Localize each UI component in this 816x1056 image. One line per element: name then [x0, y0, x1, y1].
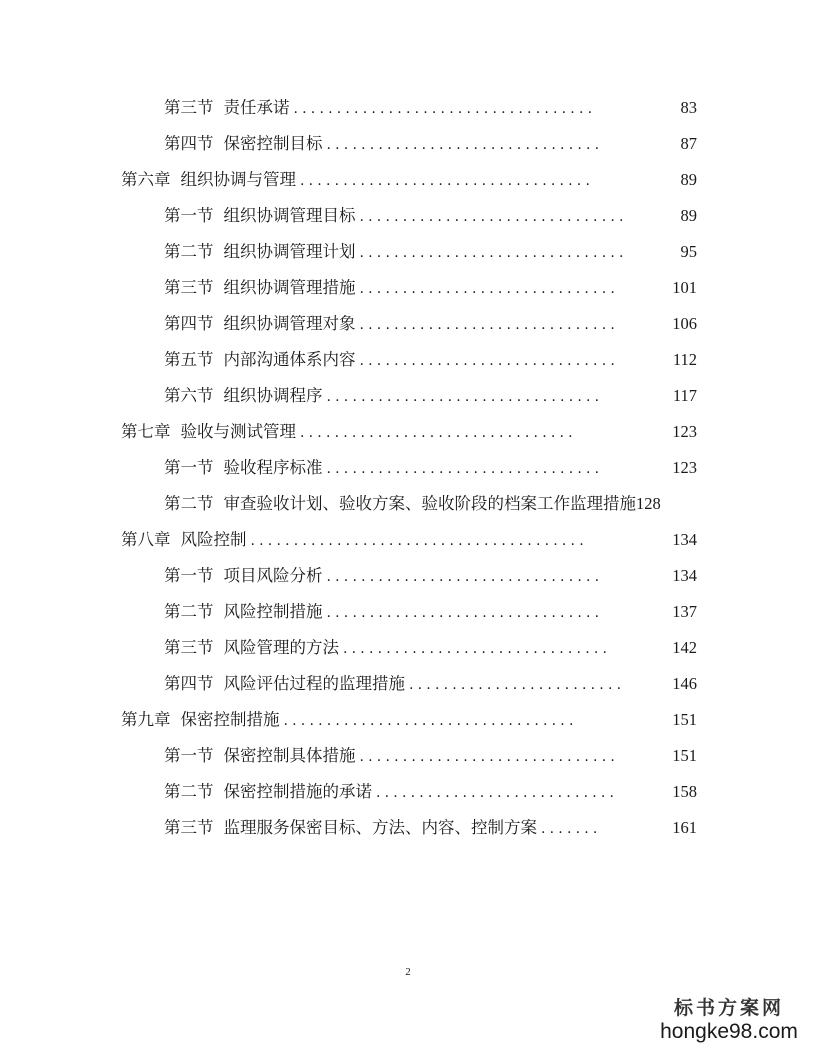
toc-page-number: 134 — [672, 566, 697, 585]
toc-entry-title: 风险控制 — [180, 530, 247, 549]
toc-entry[interactable] — [121, 522, 697, 558]
toc-leader-dots: ............................... — [343, 641, 612, 657]
toc-entry[interactable] — [164, 450, 697, 486]
toc-entry-number: 第一节 — [164, 206, 214, 225]
watermark-url: hongke98.com — [660, 1020, 798, 1043]
toc-entry[interactable] — [164, 270, 697, 306]
toc-entry-title: 组织协调管理计划 — [223, 242, 356, 261]
toc-leader-dots: ................................ — [300, 425, 577, 441]
toc-entry[interactable] — [164, 378, 697, 414]
toc-leader-dots: ....... — [541, 821, 602, 837]
toc-page-number: 117 — [672, 386, 697, 405]
toc-entry[interactable] — [164, 90, 697, 126]
toc-entry-number: 第三节 — [164, 638, 214, 657]
toc-entry-title: 风险管理的方法 — [223, 638, 339, 657]
toc-entry-title: 保密控制措施的承诺 — [223, 782, 372, 801]
toc-entry[interactable] — [164, 666, 697, 702]
toc-leader-dots: .............................. — [359, 749, 620, 765]
toc-page-number: 151 — [672, 710, 697, 729]
toc-page-number: 95 — [680, 242, 697, 261]
toc-entry-number: 第四节 — [164, 134, 214, 153]
toc-leader-dots: .................................. — [300, 173, 595, 189]
toc-entry[interactable] — [164, 558, 697, 594]
toc-page-number: 87 — [680, 134, 697, 153]
toc-entry-number: 第二节 — [164, 242, 214, 261]
toc-leader-dots: ............................... — [359, 245, 628, 261]
toc-page-number: 134 — [672, 530, 697, 549]
toc-page-number: 146 — [672, 674, 697, 693]
page-number: 2 — [405, 966, 411, 978]
toc-entry[interactable] — [164, 342, 697, 378]
toc-entry-title: 项目风险分析 — [223, 566, 323, 585]
toc-entry[interactable] — [164, 810, 697, 846]
toc-entry-number: 第一节 — [164, 566, 214, 585]
toc-entry-number: 第二节 — [164, 782, 214, 801]
toc-leader-dots: ................................... — [293, 101, 597, 117]
toc-page-number: 158 — [672, 782, 697, 801]
toc-leader-dots: .............................. — [359, 281, 620, 297]
toc-entry[interactable] — [121, 702, 697, 738]
toc-leader-dots: ................................ — [326, 389, 604, 405]
toc-leader-dots: ................................ — [326, 137, 604, 153]
toc-leader-dots: ....................................... — [250, 533, 588, 549]
toc-leader-dots: ................................ — [326, 569, 604, 585]
toc-entry[interactable] — [164, 630, 697, 666]
toc-leader-dots: ......................... — [409, 677, 626, 693]
toc-entry-title: 责任承诺 — [223, 98, 290, 117]
toc-entry-title: 组织协调管理目标 — [223, 206, 356, 225]
toc-page-number: 89 — [680, 170, 697, 189]
toc-leader-dots: .............................. — [359, 353, 620, 369]
toc-entry-number: 第七章 — [121, 422, 171, 441]
toc-entry-number: 第九章 — [121, 710, 171, 729]
toc-entry[interactable] — [164, 486, 661, 522]
toc-page-number: 151 — [672, 746, 697, 765]
toc-entry-title: 保密控制措施 — [180, 710, 280, 729]
toc-entry[interactable] — [164, 306, 697, 342]
toc-entry[interactable] — [164, 198, 697, 234]
toc-entry-title: 组织协调程序 — [223, 386, 323, 405]
toc-entry-number: 第一节 — [164, 746, 214, 765]
toc-entry[interactable] — [121, 162, 697, 198]
toc-page-number: 112 — [672, 350, 697, 369]
toc-entry-number: 第六章 — [121, 170, 171, 189]
toc-entry-number: 第四节 — [164, 674, 214, 693]
watermark — [654, 993, 804, 1044]
toc-entry-title: 组织协调管理对象 — [223, 314, 356, 333]
toc-leader-dots: ............................... — [359, 209, 628, 225]
toc-entry-title: 验收与测试管理 — [180, 422, 296, 441]
toc-page-number: 137 — [672, 602, 697, 621]
toc-entry-title: 组织协调管理措施 — [223, 278, 356, 297]
toc-entry-number: 第五节 — [164, 350, 214, 369]
toc-entry-title: 组织协调与管理 — [180, 170, 296, 189]
toc-page-number: 142 — [672, 638, 697, 657]
toc-page-number: 89 — [680, 206, 697, 225]
toc-entry[interactable] — [164, 738, 697, 774]
toc-leader-dots: ................................ — [326, 605, 604, 621]
toc-entry[interactable] — [121, 414, 697, 450]
toc-entry-number: 第三节 — [164, 278, 214, 297]
toc-entry-number: 第四节 — [164, 314, 214, 333]
watermark-title: 标书方案网 — [673, 997, 784, 1019]
toc-entry-title: 保密控制目标 — [223, 134, 323, 153]
toc-entry[interactable] — [164, 234, 697, 270]
toc-entry-title: 保密控制具体措施 — [223, 746, 356, 765]
toc-entry-title: 内部沟通体系内容 — [223, 350, 356, 369]
toc-entry-number: 第六节 — [164, 386, 214, 405]
toc-entry-title: 监理服务保密目标、方法、内容、控制方案 — [223, 818, 537, 837]
toc-page-number: 106 — [672, 314, 697, 333]
toc-page-number: 123 — [672, 422, 697, 441]
toc-page-number: 123 — [672, 458, 697, 477]
toc-entry[interactable] — [164, 594, 697, 630]
toc-leader-dots: .............................. — [359, 317, 620, 333]
toc-entry[interactable] — [164, 774, 697, 810]
toc-entry-title: 风险评估过程的监理措施 — [223, 674, 405, 693]
toc-entry-number: 第二节 — [164, 494, 214, 513]
toc-entry-number: 第八章 — [121, 530, 171, 549]
toc-leader-dots: ............................ — [376, 785, 619, 801]
toc-entry-number: 第一节 — [164, 458, 214, 477]
toc-page-number: 101 — [672, 278, 697, 297]
toc-entry[interactable] — [164, 126, 697, 162]
toc-entry-title: 审查验收计划、验收方案、验收阶段的档案工作监理措施 — [223, 494, 636, 513]
toc-entry-number: 第二节 — [164, 602, 214, 621]
toc-entry-title: 风险控制措施 — [223, 602, 323, 621]
toc-entry-number: 第三节 — [164, 98, 214, 117]
toc-entry-title: 验收程序标准 — [223, 458, 323, 477]
toc-leader-dots: ................................ — [326, 461, 604, 477]
toc-leader-dots: .................................. — [283, 713, 578, 729]
toc-page-number: 128 — [636, 494, 661, 513]
toc-page-number: 161 — [672, 818, 697, 837]
toc-page-number: 83 — [680, 98, 697, 117]
toc-entry-number: 第三节 — [164, 818, 214, 837]
